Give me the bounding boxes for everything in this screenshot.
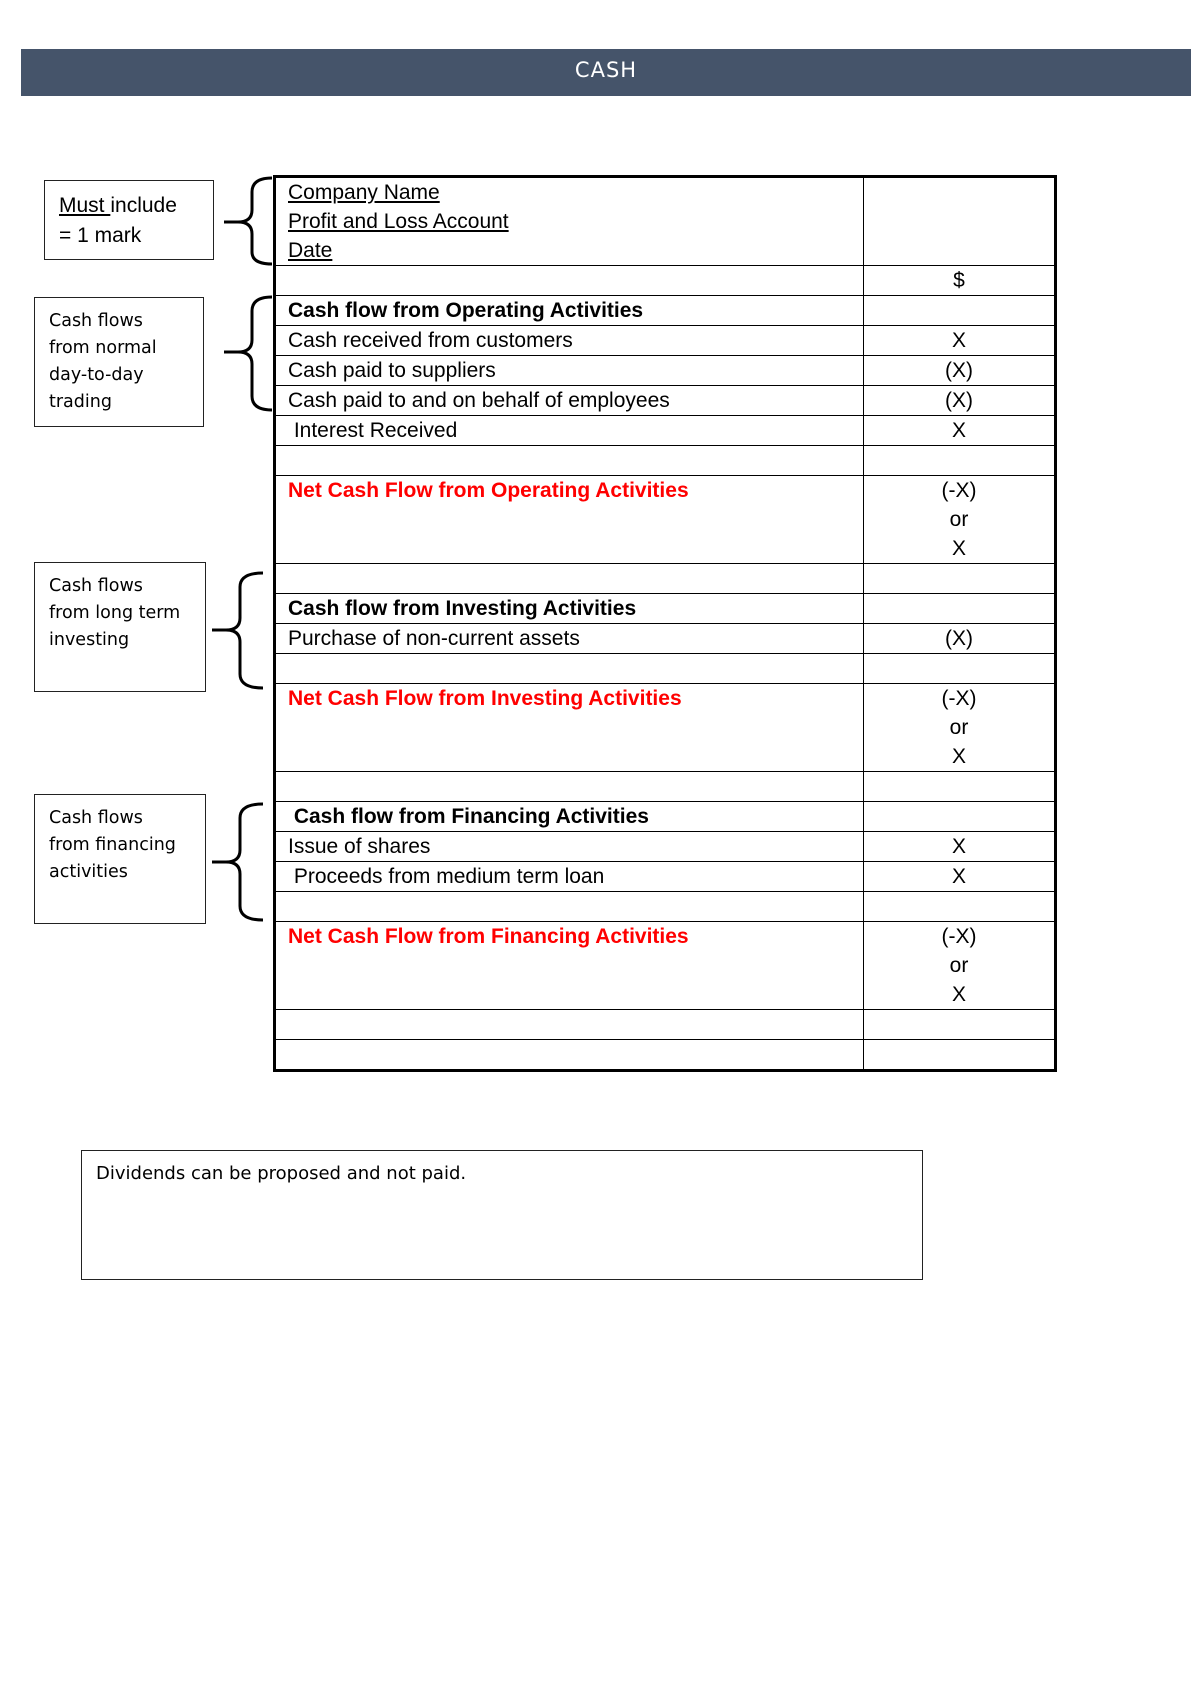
table-row xyxy=(275,624,1056,654)
note-line: day-to-day xyxy=(49,365,144,385)
amount-cell xyxy=(864,564,1056,594)
note-line: investing xyxy=(49,630,130,650)
row-value: X xyxy=(864,862,1056,892)
table-row xyxy=(275,266,1056,296)
table-row xyxy=(275,922,1056,1010)
row-label: Issue of shares xyxy=(275,832,864,862)
row-label: Cash paid to and on behalf of employees xyxy=(275,386,864,416)
net-value-line: X xyxy=(951,745,966,768)
table-row xyxy=(275,326,1056,356)
account-name: Profit and Loss Account xyxy=(288,210,509,233)
cash-flow-table xyxy=(273,175,1057,1072)
net-value-line: (-X) xyxy=(941,925,977,948)
amount-cell xyxy=(864,1010,1056,1040)
table-row xyxy=(275,892,1056,922)
row-label: Proceeds from medium term loan xyxy=(275,862,864,892)
brace-operating xyxy=(224,297,272,410)
investing-title: Cash flow from Investing Activities xyxy=(275,594,864,624)
amount-cell xyxy=(864,594,1056,624)
amount-cell xyxy=(864,772,1056,802)
brace-header xyxy=(224,178,272,264)
table-row xyxy=(275,476,1056,564)
row-label: Interest Received xyxy=(275,416,864,446)
table-row xyxy=(275,1040,1056,1071)
label-cell xyxy=(275,654,864,684)
label-cell xyxy=(275,1040,864,1071)
row-label: Cash received from customers xyxy=(275,326,864,356)
investing-net-label: Net Cash Flow from Investing Activities xyxy=(275,684,864,772)
note-line: trading xyxy=(49,392,112,412)
note-line: from financing xyxy=(49,835,176,855)
row-value: X xyxy=(864,326,1056,356)
row-label: Cash paid to suppliers xyxy=(275,356,864,386)
row-value: (X) xyxy=(864,386,1056,416)
include-word: include xyxy=(110,194,177,217)
date-label: Date xyxy=(288,239,333,262)
currency-cell: $ xyxy=(864,266,1056,296)
net-value-line: or xyxy=(949,508,969,531)
brace-financing xyxy=(212,804,263,920)
net-value-line: or xyxy=(949,716,969,739)
mark-line: = 1 mark xyxy=(59,224,142,247)
note-line: Cash flows xyxy=(49,311,143,331)
dividends-text: Dividends can be proposed and not paid. xyxy=(96,1163,467,1184)
note-line: Cash flows xyxy=(49,808,143,828)
note-line: Cash flows xyxy=(49,576,143,596)
brace-investing xyxy=(212,573,263,688)
note-line: activities xyxy=(49,862,128,882)
operating-net-value xyxy=(864,476,1056,564)
row-value: (X) xyxy=(864,624,1056,654)
table-header-row xyxy=(275,177,1056,266)
amount-cell xyxy=(864,802,1056,832)
investing-net-value xyxy=(864,684,1056,772)
net-value-line: X xyxy=(951,983,966,1006)
label-cell xyxy=(275,772,864,802)
operating-title: Cash flow from Operating Activities xyxy=(275,296,864,326)
row-label: Purchase of non-current assets xyxy=(275,624,864,654)
row-value: (X) xyxy=(864,356,1056,386)
table-row xyxy=(275,832,1056,862)
banner-title: CASH xyxy=(574,58,638,82)
table-row xyxy=(275,416,1056,446)
net-value-line: (-X) xyxy=(941,687,977,710)
table-row xyxy=(275,862,1056,892)
table-row xyxy=(275,446,1056,476)
label-cell xyxy=(275,446,864,476)
must-word: Must xyxy=(59,194,111,217)
table-row xyxy=(275,1010,1056,1040)
label-cell xyxy=(275,266,864,296)
table-row xyxy=(275,296,1056,326)
table-row xyxy=(275,386,1056,416)
table-row xyxy=(275,356,1056,386)
financing-net-value xyxy=(864,922,1056,1010)
note-line: from normal xyxy=(49,338,157,358)
table-row xyxy=(275,802,1056,832)
operating-net-label: Net Cash Flow from Operating Activities xyxy=(275,476,864,564)
table-row xyxy=(275,684,1056,772)
row-value: X xyxy=(864,832,1056,862)
row-value: X xyxy=(864,416,1056,446)
financing-title: Cash flow from Financing Activities xyxy=(275,802,864,832)
company-name: Company Name xyxy=(288,181,440,204)
amount-cell xyxy=(864,892,1056,922)
table-row xyxy=(275,564,1056,594)
label-cell xyxy=(275,892,864,922)
amount-cell xyxy=(864,296,1056,326)
label-cell xyxy=(275,1010,864,1040)
table-row xyxy=(275,594,1056,624)
amount-cell xyxy=(864,654,1056,684)
note-line: from long term xyxy=(49,603,181,623)
label-cell xyxy=(275,564,864,594)
net-value-line: X xyxy=(951,537,966,560)
table-row xyxy=(275,772,1056,802)
net-value-line: or xyxy=(949,954,969,977)
header-amount-cell xyxy=(864,177,1056,266)
amount-cell xyxy=(864,446,1056,476)
financing-net-label: Net Cash Flow from Financing Activities xyxy=(275,922,864,1010)
header-cell xyxy=(275,177,864,266)
amount-cell xyxy=(864,1040,1056,1071)
table-row xyxy=(275,654,1056,684)
net-value-line: (-X) xyxy=(941,479,977,502)
